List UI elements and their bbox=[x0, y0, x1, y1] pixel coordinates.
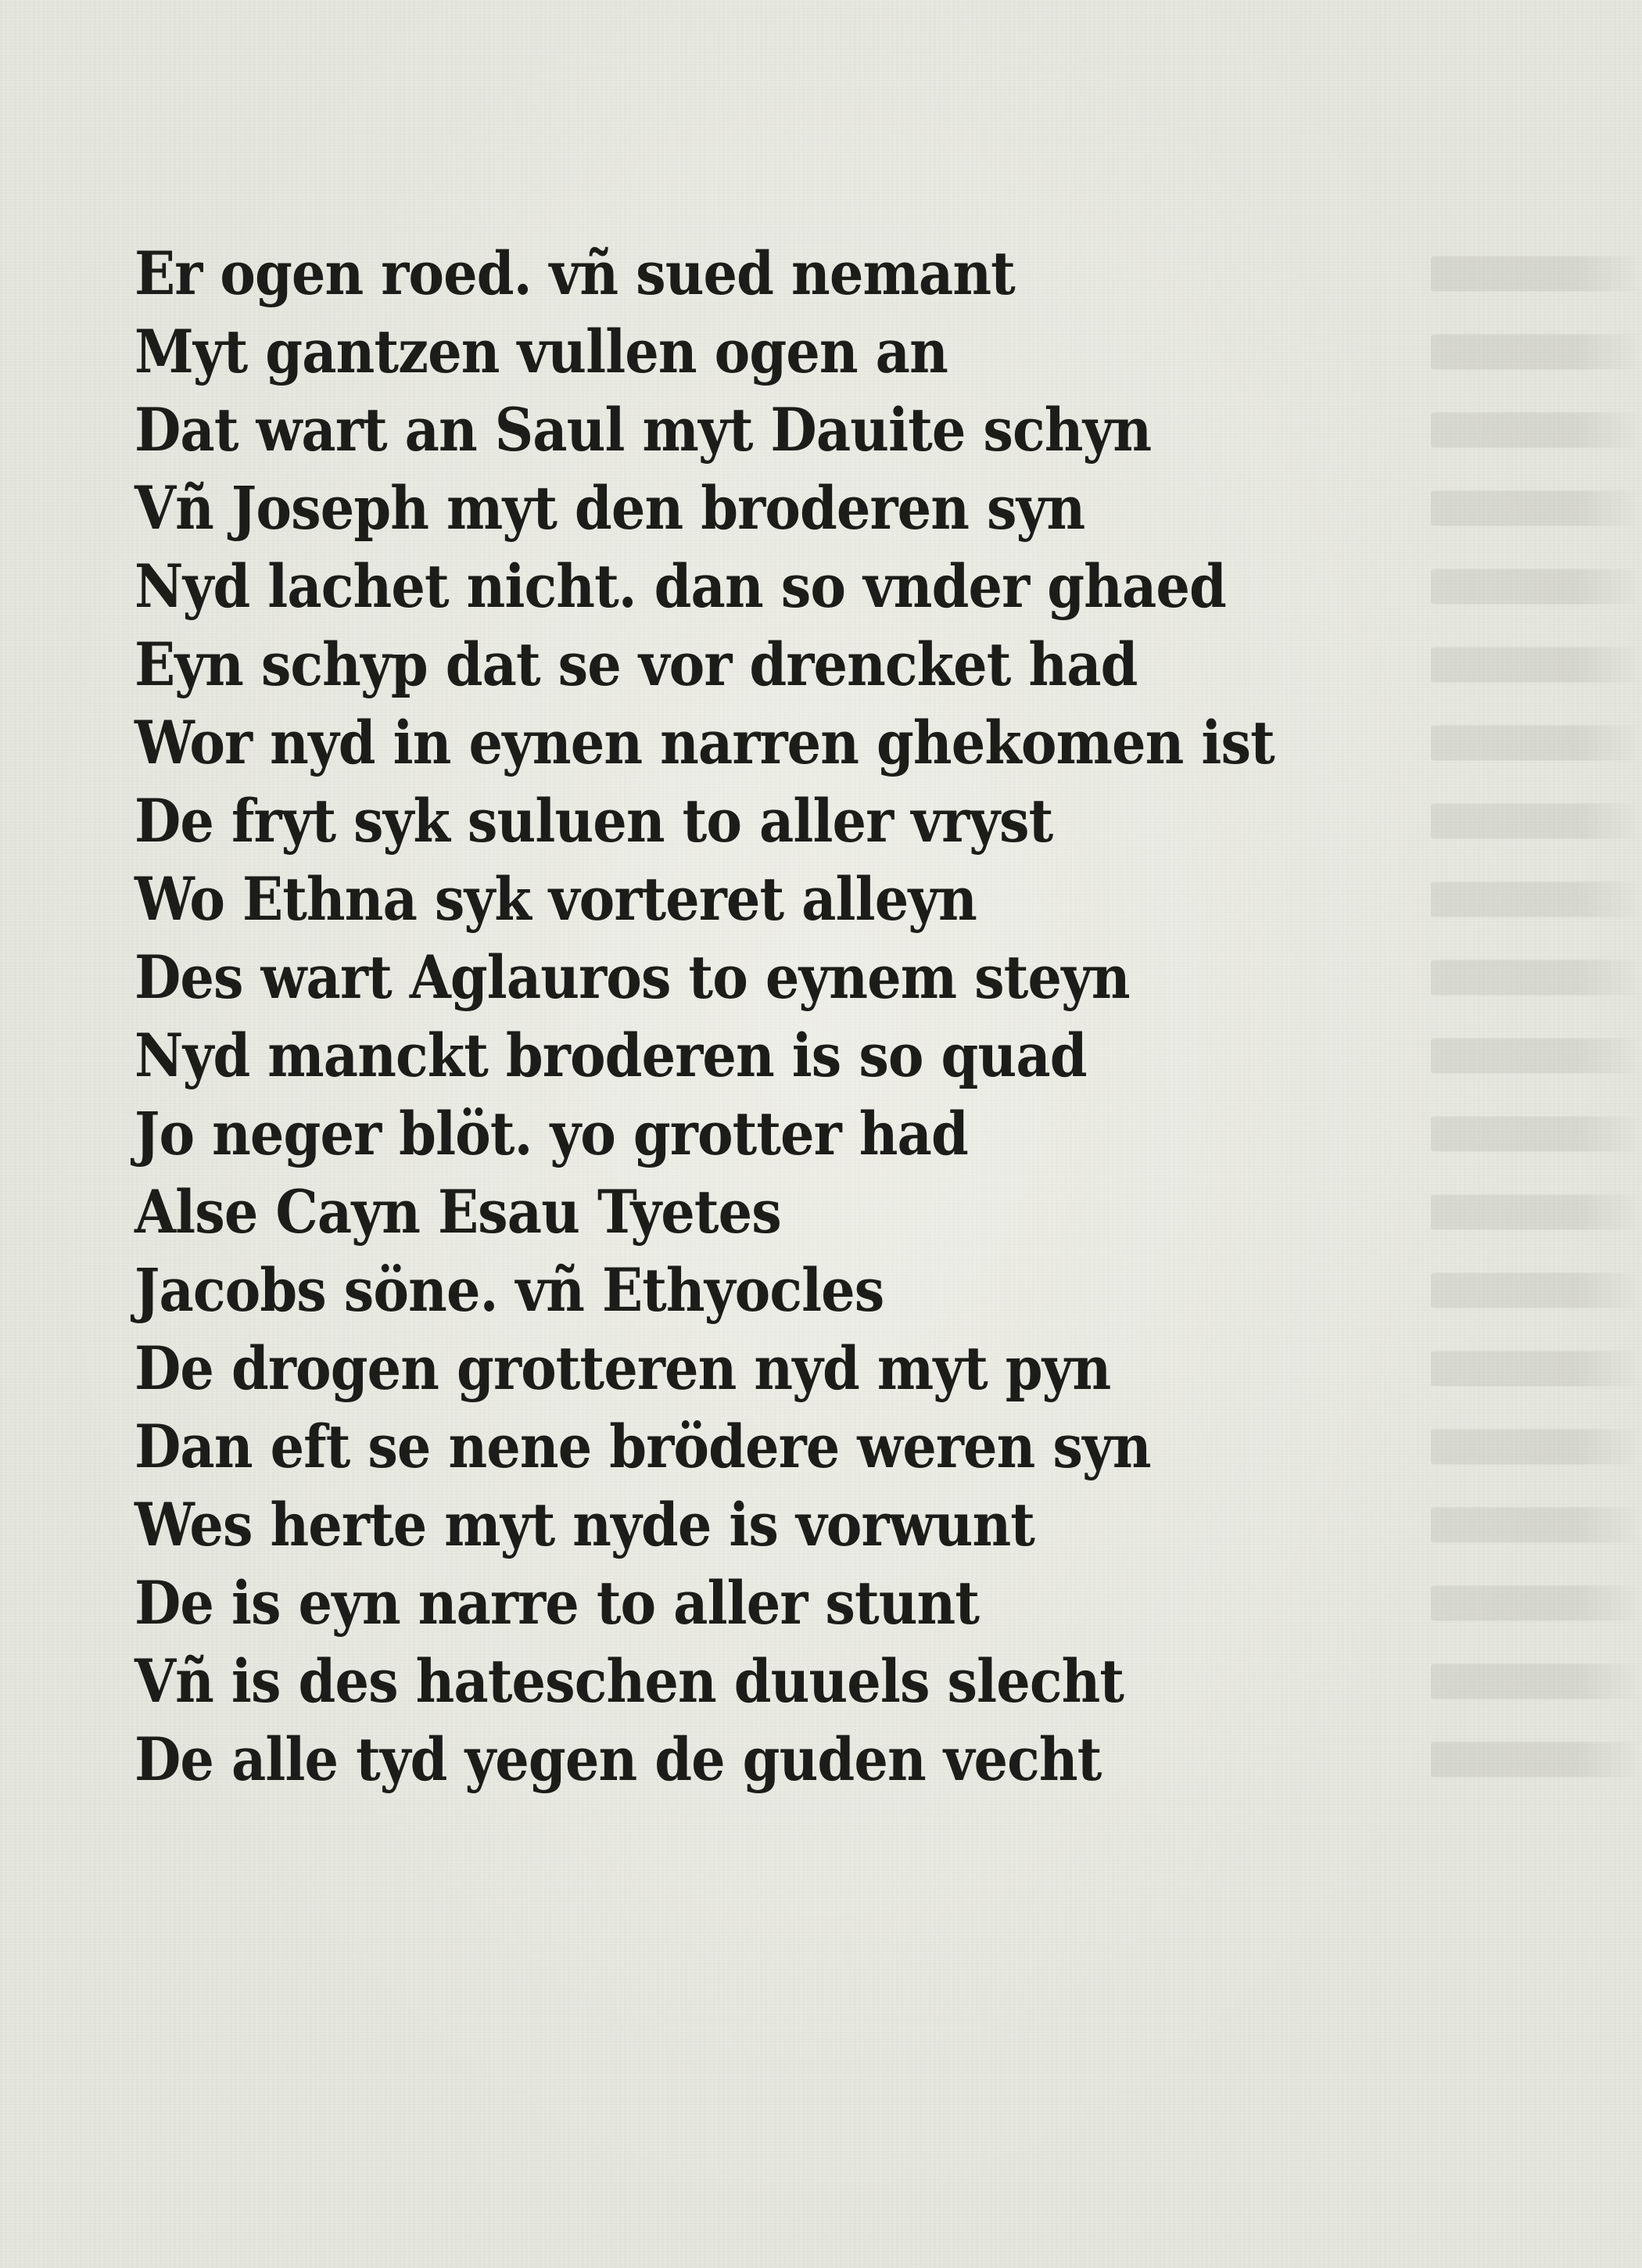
verse-line: Nyd lachet nicht. dan so vnder ghaed bbox=[134, 551, 1226, 621]
verse-line: Alse Cayn Esau Tyetes bbox=[134, 1177, 781, 1247]
verse-line: Dan eft se nene brödere weren syn bbox=[134, 1412, 1151, 1481]
verse-line: Wo Ethna syk vorteret alleyn bbox=[134, 864, 977, 934]
verse-line: Eyn schyp dat se vor drencket had bbox=[134, 630, 1138, 699]
verse-line: De is eyn narre to aller stunt bbox=[134, 1568, 980, 1638]
verse-line: Jo neger blöt. yo grotter had bbox=[134, 1099, 968, 1168]
verso-show-through bbox=[1431, 235, 1642, 1916]
verse-line: Vñ Joseph myt den broderen syn bbox=[134, 473, 1085, 543]
verse-line: Nyd manckt broderen is so quad bbox=[134, 1021, 1087, 1090]
verse-line: De alle tyd yegen de guden vecht bbox=[134, 1724, 1102, 1794]
verse-line: Myt gantzen vullen ogen an bbox=[134, 317, 948, 386]
verse-line: Wes herte myt nyde is vorwunt bbox=[134, 1490, 1035, 1559]
verse-line: Jacobs söne. vñ Ethyocles bbox=[134, 1255, 884, 1325]
verse-line: De fryt syk suluen to aller vryst bbox=[134, 786, 1053, 856]
verse-line: Dat wart an Saul myt Dauite schyn bbox=[134, 395, 1152, 465]
verse-block bbox=[134, 235, 1401, 1799]
verse-line: Wor nyd in eynen narren ghekomen ist bbox=[134, 708, 1275, 777]
verse-line: De drogen grotteren nyd myt pyn bbox=[134, 1333, 1111, 1403]
verse-line: Des wart Aglauros to eynem steyn bbox=[134, 942, 1130, 1012]
verse-line: Er ogen roed. vñ sued nemant bbox=[134, 239, 1015, 308]
verse-line: Vñ is des hateschen duuels slecht bbox=[134, 1646, 1124, 1716]
